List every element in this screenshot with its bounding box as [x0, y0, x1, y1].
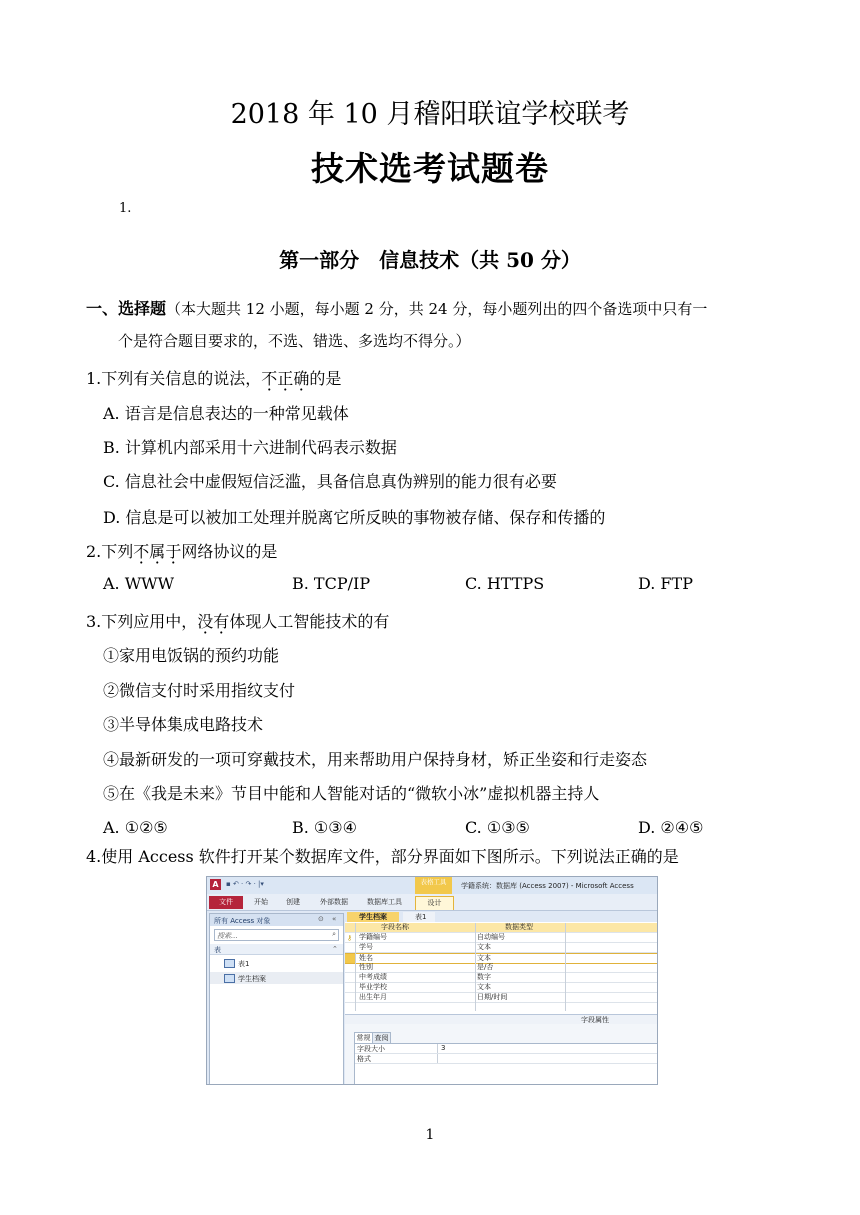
row-selector	[345, 954, 355, 963]
window-title: 学籍系统：数据库 (Access 2007) - Microsoft Access	[461, 882, 634, 890]
table-row[interactable]: 学号 文本	[345, 943, 657, 953]
q3-item-2: ②微信支付时采用指纹支付	[103, 681, 296, 700]
table-design-view	[345, 911, 657, 1084]
paper-title: 技术选考试题卷	[311, 149, 549, 188]
access-screenshot	[206, 876, 658, 1085]
part-label: 一、选择题	[86, 299, 167, 318]
table-row[interactable]: 学籍编号 自动编号	[345, 933, 657, 943]
tab-home[interactable]: 开始	[254, 898, 268, 906]
nav-group-bar[interactable]	[210, 944, 343, 955]
nav-group-tables: 表	[214, 946, 221, 954]
q2-option-b: B. TCP/IP	[292, 574, 371, 593]
navigation-pane	[209, 913, 344, 1085]
question-3-stem: 3.下列应用中，没有体现人工智能技术的有	[86, 612, 390, 631]
table-row[interactable]: 毕业学校 文本	[345, 983, 657, 993]
collapse-pane-icon[interactable]: «	[332, 915, 337, 923]
tab-external-data[interactable]: 外部数据	[320, 898, 348, 906]
search-icon: ⌕	[332, 930, 336, 938]
title-bar	[207, 877, 657, 894]
q2-option-d: D. FTP	[638, 574, 693, 593]
doc-tab-student-records[interactable]: 学生档案	[347, 912, 399, 922]
section-intro	[86, 296, 707, 319]
q3-item-1: ①家用电饭锅的预约功能	[103, 646, 280, 665]
prop-tab-general[interactable]: 常规	[354, 1032, 373, 1043]
column-divider	[565, 923, 566, 1011]
collapse-group-icon[interactable]: ⌃	[332, 945, 338, 953]
nav-item-student-records[interactable]: 学生档案	[238, 975, 266, 983]
exam-title: 2018 年 10 月稽阳联谊学校联考	[230, 99, 630, 130]
table-row[interactable]: 出生年月 日期/时间	[345, 993, 657, 1003]
page-number: 1	[425, 1127, 435, 1143]
grid-header-row	[345, 923, 657, 933]
prop-tab-lookup[interactable]: 查阅	[372, 1032, 391, 1044]
tab-file[interactable]: 文件	[209, 896, 243, 909]
header-field-name: 字段名称	[381, 923, 409, 931]
q2-option-c: C. HTTPS	[465, 574, 545, 593]
prop-row[interactable]: 格式	[355, 1054, 658, 1064]
quick-access-toolbar[interactable]: ▪ ↶ · ↷ · |▾	[226, 880, 264, 888]
q3-option-c: C. ①③⑤	[465, 818, 530, 837]
column-divider	[355, 923, 356, 1011]
q1-option-a: A. 语言是信息表达的一种常见载体	[103, 404, 349, 423]
table-row-selected[interactable]: 姓名 文本	[345, 953, 657, 964]
q3-option-a: A. ①②⑤	[103, 818, 168, 837]
context-tab-group: 表格工具	[415, 877, 452, 894]
q1-option-c: C. 信息社会中虚假短信泛滥，具备信息真伪辨别的能力很有必要	[103, 472, 557, 491]
q3-item-5: ⑤在《我是未来》节目中能和人智能对话的“微软小冰”虚拟机器主持人	[103, 784, 600, 803]
footnote-mark: 1.	[119, 201, 132, 216]
nav-item-table1[interactable]: 表1	[238, 960, 250, 968]
q1-option-d: D. 信息是可以被加工处理并脱离它所反映的事物被存储、保存和传播的	[103, 508, 606, 527]
prop-row[interactable]: 字段大小 3	[355, 1044, 658, 1054]
access-app-icon: A	[210, 879, 221, 890]
table-row[interactable]: 中考成绩 数字	[345, 973, 657, 983]
q3-option-b: B. ①③④	[292, 818, 357, 837]
header-data-type: 数据类型	[505, 923, 533, 931]
q1-option-b: B. 计算机内部采用十六进制代码表示数据	[103, 438, 397, 457]
table-icon	[224, 974, 235, 983]
q3-item-4: ④最新研发的一项可穿戴技术，用来帮助用户保持身材，矫正坐姿和行走姿态	[103, 750, 648, 769]
section-title: 第一部分 信息技术（共 50 分）	[279, 248, 581, 272]
question-4-stem: 4.使用 Access 软件打开某个数据库文件，部分界面如下图所示。下列说法正确的是	[86, 847, 679, 866]
tab-database-tools[interactable]: 数据库工具	[367, 898, 402, 906]
props-grid	[354, 1043, 658, 1085]
intro-line-1: （本大题共 12 小题，每小题 2 分，共 24 分，每小题列出的四个备选项中只有一	[166, 300, 708, 318]
tab-design[interactable]: 设计	[415, 896, 454, 910]
doc-tab-table1[interactable]: 表1	[403, 912, 435, 922]
table-icon	[224, 959, 235, 968]
tab-create[interactable]: 创建	[286, 898, 300, 906]
field-props-label: 字段属性	[581, 1016, 609, 1024]
question-2-stem: 2.下列不属于网络协议的是	[86, 542, 278, 561]
intro-line-2: 个是符合题目要求的，不选、错选、多选均不得分。）	[118, 332, 471, 350]
q2-option-a: A. WWW	[103, 574, 175, 593]
q3-item-3: ③半导体集成电路技术	[103, 715, 264, 734]
field-props-bar	[345, 1014, 657, 1024]
column-divider	[475, 923, 476, 1011]
q3-option-d: D. ②④⑤	[638, 818, 704, 837]
primary-key-icon: ⚷	[347, 934, 353, 942]
nav-search-input[interactable]: 搜索... ⌕	[214, 929, 339, 941]
table-row[interactable]: 性别 是/否	[345, 963, 657, 973]
chevron-down-icon[interactable]: ⊙	[318, 915, 324, 923]
nav-header[interactable]: 所有 Access 对象	[214, 917, 271, 925]
question-1-stem: 1.下列有关信息的说法，不正确的是	[86, 369, 342, 388]
